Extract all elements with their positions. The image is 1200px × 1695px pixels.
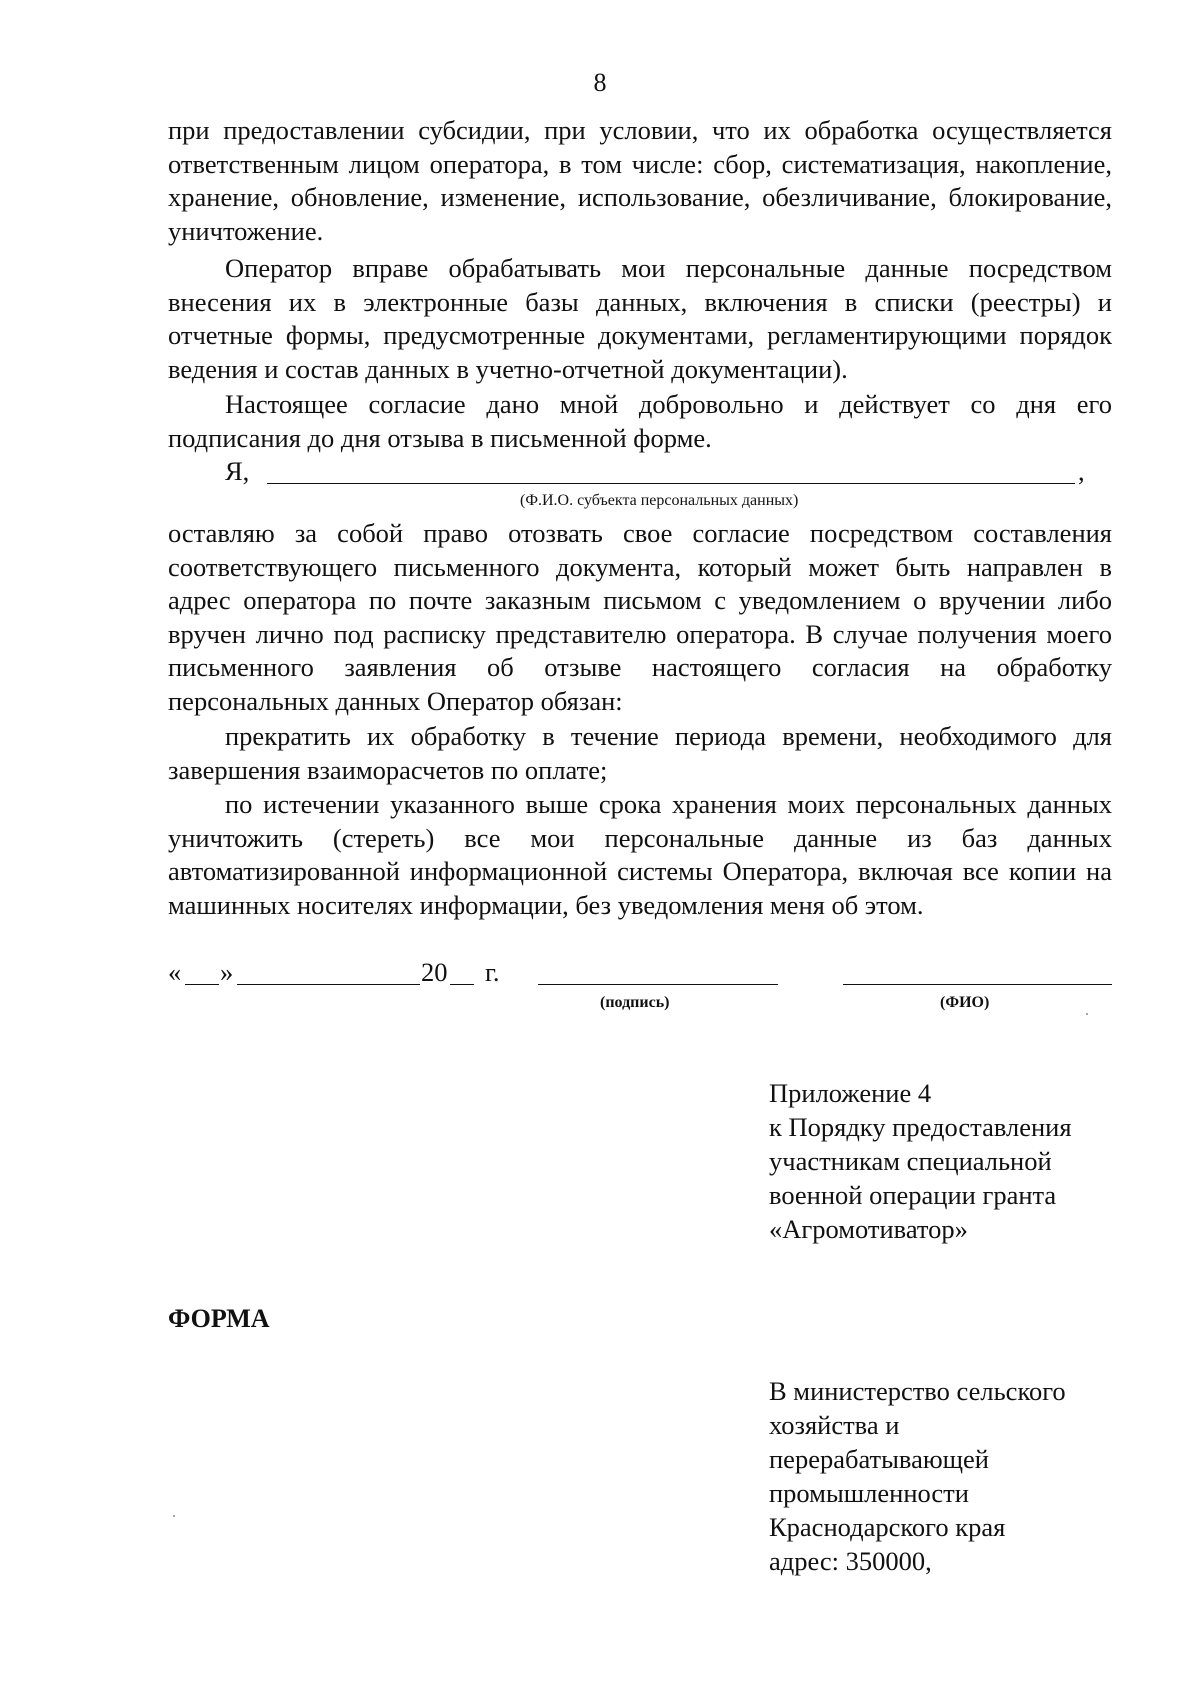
appendix-line: к Порядку предоставления (769, 1112, 1072, 1142)
fio-field-caption: (Ф.И.О. субъекта персональных данных) (520, 492, 799, 509)
paragraph-revocation-right (168, 517, 1112, 718)
day-blank-line[interactable] (185, 984, 219, 985)
address-line: хозяйства и (769, 1410, 900, 1440)
signature-blank-line[interactable] (538, 984, 778, 985)
fio-blank-line[interactable] (267, 483, 1075, 484)
address-line: В министерство сельского (769, 1376, 1066, 1406)
page-number: 8 (593, 68, 607, 97)
address-line: промышленности (769, 1478, 969, 1508)
ya-suffix: , (1078, 456, 1085, 486)
paragraph-text: оставляю за собой право отозвать свое согласие посредством составления соответствующего письменного документа, который может быть направлен в адрес оператора по почте заказным письмом с уведомлением о вручении либо вручен лично под расписку представителю оператора. В случае получения моего письменного заявления об отзыве настоящего согласия на обработку персональных данных Оператор обязан: (168, 518, 1112, 716)
appendix-line: «Агромотиватор» (769, 1214, 968, 1244)
appendix-line: военной операции гранта (769, 1180, 1057, 1210)
address-line: Краснодарского края (769, 1512, 1006, 1542)
year-blank-line[interactable] (450, 984, 474, 985)
appendix-line: участникам специальной (769, 1146, 1052, 1176)
address-line: адрес: 350000, (769, 1546, 932, 1576)
appendix-line: Приложение 4 (769, 1078, 932, 1108)
fio-signature-blank-line[interactable] (843, 984, 1112, 985)
address-line: перерабатывающей (769, 1444, 989, 1474)
month-blank-line[interactable] (237, 984, 420, 985)
date-close-quote: » (220, 957, 234, 987)
paragraph-text: Оператор вправе обрабатывать мои персональные данные посредством внесения их в электронные базы данных, включения в списки (реестры) и отчетные формы, предусмотренные документами, регламентирующими порядок ведения и состав данных в учетно-отчетной документации). (168, 253, 1112, 384)
paragraph-text: по истечении указанного выше срока хранения моих персональных данных уничтожить (стереть) все мои персональные данные из баз данных автоматизированной информационной системы Оператора, включая все копии на машинных носителях информации, без уведомления меня об этом. (168, 789, 1112, 920)
scan-speck (1086, 1013, 1088, 1015)
paragraph-stop-processing (168, 720, 1112, 787)
paragraph-text: прекратить их обработку в течение периода времени, необходимого для завершения взаиморасчетов по оплате; (168, 721, 1112, 785)
signature-caption: (подпись) (600, 994, 670, 1011)
fio-caption: (ФИО) (940, 994, 990, 1011)
paragraph-text: при предоставлении субсидии, при условии, что их обработка осуществляется ответственным лицом оператора, в том числе: сбор, систематизация, накопление, хранение, обновление, изменение, использование, обезличивание, блокирование, уничтожение. (168, 115, 1112, 246)
signature-date-row (168, 956, 1112, 996)
form-title: ФОРМА (168, 1304, 270, 1333)
scan-speck (173, 1515, 175, 1517)
ya-prefix: Я, (225, 456, 250, 486)
recipient-address (769, 1374, 1066, 1578)
paragraph-operator-rights (168, 252, 1112, 386)
year-suffix: г. (485, 957, 500, 987)
paragraph-consent-validity (168, 388, 1112, 455)
paragraph-processing-actions (168, 114, 1112, 248)
year-prefix: 20 (421, 957, 448, 987)
date-open-quote: « (168, 957, 182, 987)
appendix-heading (769, 1076, 1072, 1246)
paragraph-destroy-data (168, 788, 1112, 922)
paragraph-text: Настоящее согласие дано мной добровольно и действует со дня его подписания до дня отзыва в письменной форме. (168, 389, 1112, 453)
